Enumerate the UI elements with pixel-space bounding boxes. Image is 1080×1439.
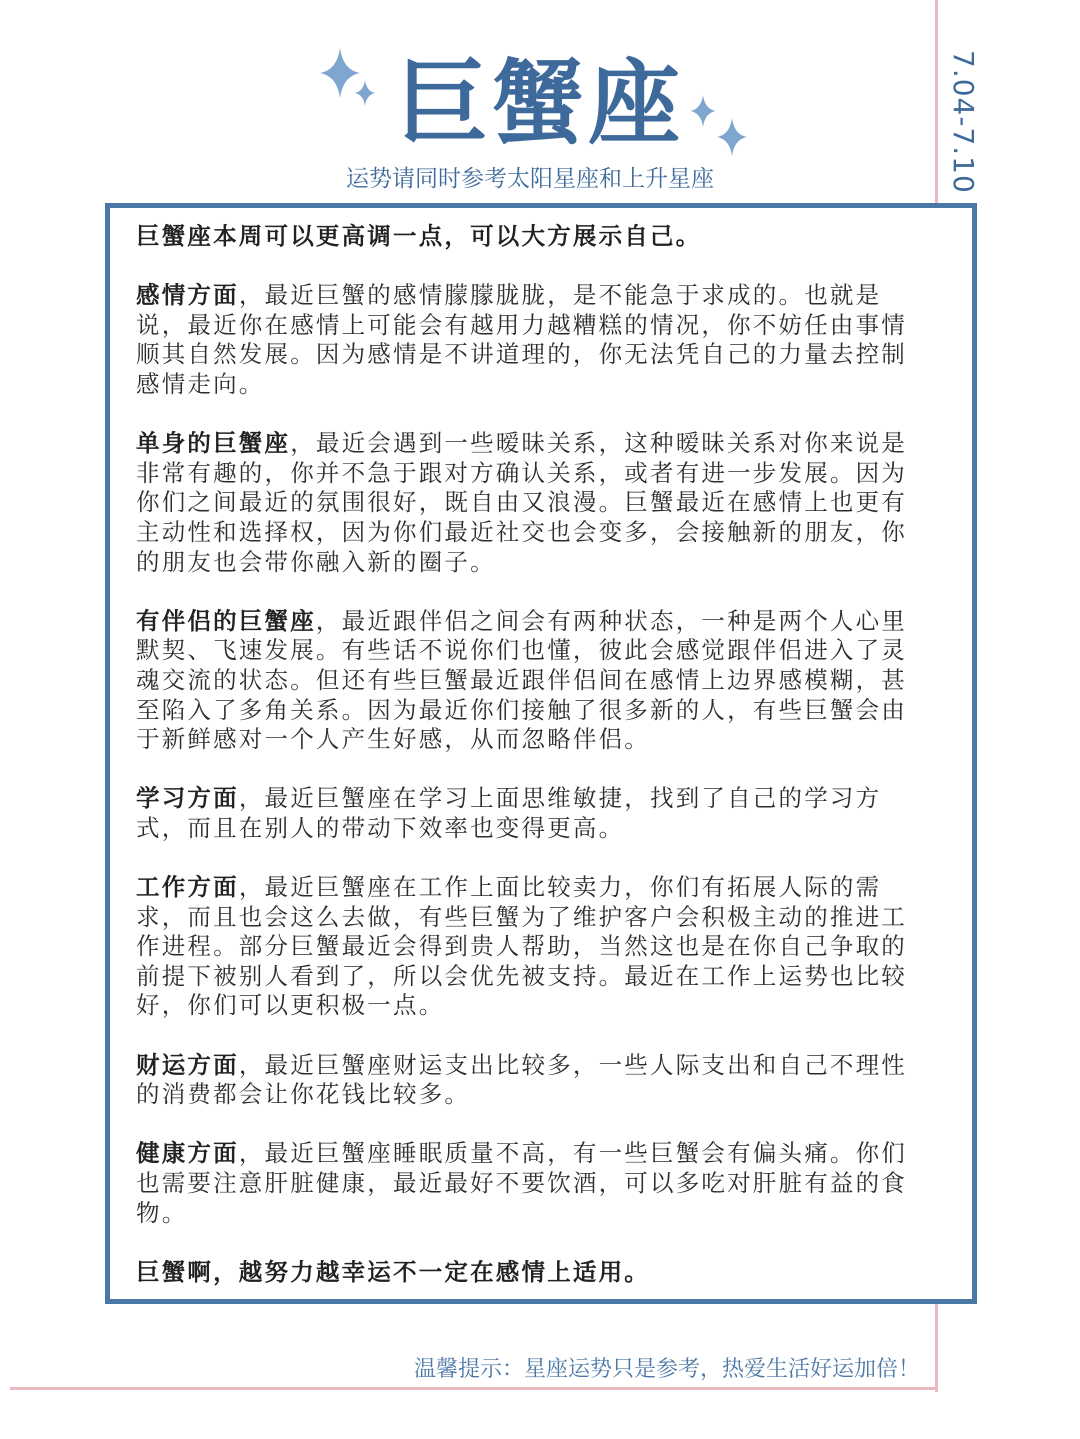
section-heading: 工作方面: [136, 873, 239, 902]
section-text: ，最近巨蟹的感情朦朦胧胧，是不能急于求成的。也就是说，最近你在感情上可能会有越用力越糟糕的情况，你不妨任由事情顺其自然发展。因为感情是不讲道理的，你无法凭自己的力量去控制感情走向。: [136, 281, 907, 398]
section-text: ，最近巨蟹座财运支出比较多，一些人际支出和自己不理性的消费都会让你花钱比较多。: [136, 1050, 908, 1109]
section-wealth: [136, 1051, 916, 1110]
footer-tip: 温馨提示：星座运势只是参考，热爱生活好运加倍！: [413, 1357, 920, 1382]
section-love: [136, 281, 916, 399]
section-partnered: [136, 607, 916, 755]
section-text: ，最近巨蟹座在工作上面比较卖力，你们有拓展人际的需求，而且也会这么去做，有些巨蟹为了维护客户会积极主动的推进工作进程。部分巨蟹最近会得到贵人帮助，当然这也是在你自己争取的前提下被别人看到了，所以会优先被支持。最近在工作上运势也比较好，你们可以更积极一点。: [136, 873, 907, 1020]
section-text: ，最近跟伴侣之间会有两种状态，一种是两个人心里默契、飞速发展。有些话不说你们也懂，彼此会感觉跟伴侣进入了灵魂交流的状态。但还有些巨蟹最近跟伴侣间在感情上边界感模糊，甚至陷入了多角关系。因为最近你们接触了很多新的人，有些巨蟹会由于新鲜感对一个人产生好感，从而忽略伴侣。: [136, 606, 908, 754]
section-heading: 有伴侣的巨蟹座: [136, 606, 316, 635]
page-title: 巨蟹座: [395, 50, 684, 157]
section-work: [136, 873, 916, 1021]
section-heading: 学习方面: [136, 784, 239, 813]
section-text: ，最近会遇到一些暧昧关系，这种暧昧关系对你来说是非常有趣的，你并不急于跟对方确认关系，或者有进一步发展。因为你们之间最近的氛围很好，既自由又浪漫。巨蟹最近在感情上也更有主动性和选择权，因为你们最近社交也会变多，会接触新的朋友，你的朋友也会带你融入新的圈子。: [136, 429, 908, 576]
sparkle-icon: [354, 80, 376, 106]
section-text: ，最近巨蟹座在学习上面思维敏捷，找到了自己的学习方式，而且在别人的带动下效率也变得更高。: [136, 784, 882, 842]
section-study: [136, 784, 916, 843]
date-range: 7.04-7.10: [947, 50, 980, 194]
horoscope-text: [136, 222, 916, 1317]
section-health: [136, 1139, 916, 1228]
section-heading: 单身的巨蟹座: [136, 429, 291, 458]
closing-line: 巨蟹啊，越努力越幸运不一定在感情上适用。: [136, 1257, 650, 1286]
subtitle: 运势请同时参考太阳星座和上升星座: [346, 166, 714, 192]
pink-horizontal-line: [10, 1387, 938, 1390]
intro-line: 巨蟹座本周可以更高调一点，可以大方展示自己。: [136, 222, 702, 250]
section-heading: 财运方面: [136, 1050, 239, 1079]
section-heading: 健康方面: [136, 1139, 239, 1168]
section-heading: 感情方面: [136, 281, 239, 310]
section-text: ，最近巨蟹座睡眠质量不高，有一些巨蟹会有偏头痛。你们也需要注意肝脏健康，最近最好不要饮酒，可以多吃对肝脏有益的食物。: [136, 1139, 908, 1227]
sparkle-icon: [716, 118, 748, 156]
section-single: [136, 429, 916, 577]
